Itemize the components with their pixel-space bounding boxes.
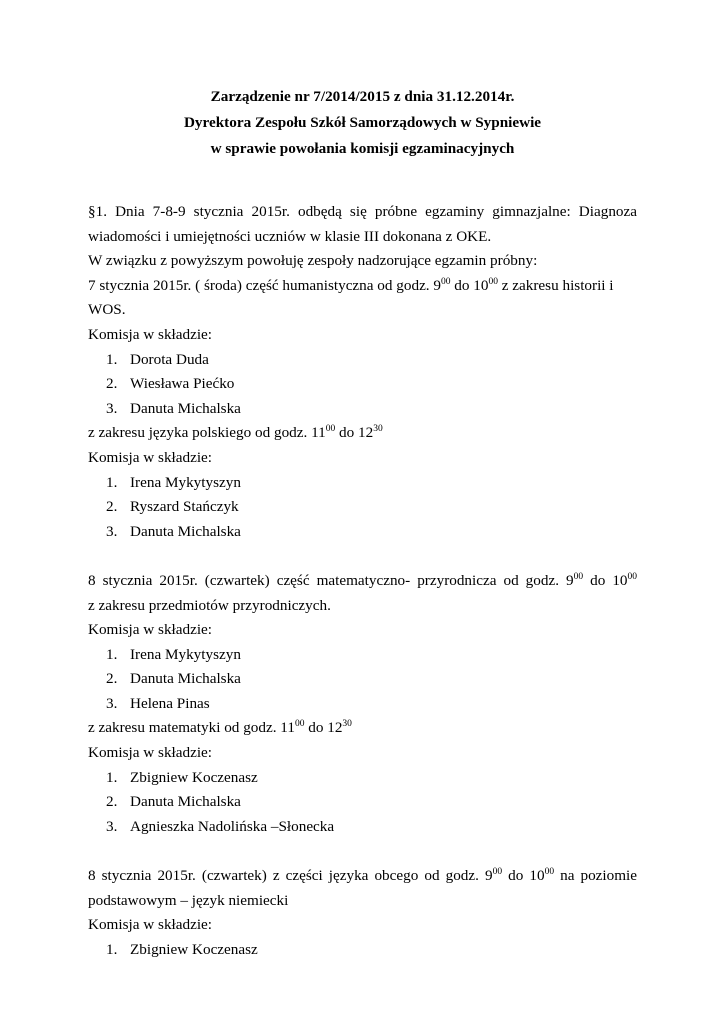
language-members-list	[88, 938, 637, 963]
list-item: 3. Agnieszka Nadolińska –Słonecka	[106, 817, 335, 835]
section1-intro-line3: W związku z powyższym powołuję zespoły nadzorujące egzamin próbny:	[88, 252, 538, 270]
document-title	[88, 84, 637, 162]
math-schedule: z zakresu matematyki od godz. $11^{00}$ do $12^{30}$	[88, 719, 352, 737]
polish-schedule: z zakresu języka polskiego od godz. $11^{00}$ do $12^{30}$	[88, 424, 383, 442]
list-item: 2. Danuta Michalska	[106, 793, 241, 811]
language-level: podstawowym – język niemiecki	[88, 891, 289, 909]
science-scope: z zakresu przedmiotów przyrodniczych.	[88, 596, 331, 614]
commission-label: Komisja w składzie:	[88, 325, 213, 343]
list-item: 3. Danuta Michalska	[106, 399, 241, 417]
humanities-schedule: 7 stycznia 2015r. ( środa) część humanistyczna od godz. $9^{00}$ do $10^{00}$ z zakresu historii i WOS.	[88, 276, 614, 319]
title-line-ordinance: Zarządzenie nr 7/2014/2015 z dnia 31.12.2014r.	[210, 88, 515, 105]
list-item: 3. Helena Pinas	[106, 694, 210, 712]
polish-members-list	[88, 471, 637, 545]
section1-intro-line1: §1. Dnia 7-8-9 stycznia 2015r. odbędą się próbne egzaminy gimnazjalne: Diagnoza	[88, 203, 637, 220]
commission-label: Komisja w składzie:	[88, 448, 213, 466]
list-item: 3. Danuta Michalska	[106, 522, 241, 540]
science-schedule: 8 stycznia 2015r. (czwartek) część matematyczno- przyrodnicza od godz. $9^{00}$ do $10^{00}$	[88, 571, 638, 589]
list-item: 1. Zbigniew Koczenasz	[106, 940, 258, 958]
list-item: 1. Dorota Duda	[106, 350, 209, 368]
commission-label: Komisja w składzie:	[88, 744, 213, 762]
list-item: 1. Irena Mykytyszyn	[106, 473, 241, 491]
title-line-director: Dyrektora Zespołu Szkół Samorządowych w Sypniewie	[183, 114, 542, 131]
commission-label: Komisja w składzie:	[88, 621, 213, 639]
list-item: 2. Danuta Michalska	[106, 670, 241, 688]
list-item: 1. Irena Mykytyszyn	[106, 645, 241, 663]
humanities-members-list	[88, 348, 637, 422]
language-schedule: 8 stycznia 2015r. (czwartek) z części języka obcego od godz. $9^{00}$ do $10^{00}$ na poziomie	[88, 867, 638, 885]
list-item: 2. Wiesława Piećko	[106, 375, 235, 393]
document-body	[88, 200, 637, 962]
title-line-subject: w sprawie powołania komisji egzaminacyjnych	[210, 140, 515, 157]
list-item: 1. Zbigniew Koczenasz	[106, 768, 258, 786]
commission-label: Komisja w składzie:	[88, 916, 213, 934]
math-members-list	[88, 766, 637, 840]
section1-intro-line2: wiadomości i umiejętności uczniów w klasie III dokonana z OKE.	[88, 227, 492, 245]
list-item: 2. Ryszard Stańczyk	[106, 498, 239, 516]
science-members-list	[88, 643, 637, 717]
